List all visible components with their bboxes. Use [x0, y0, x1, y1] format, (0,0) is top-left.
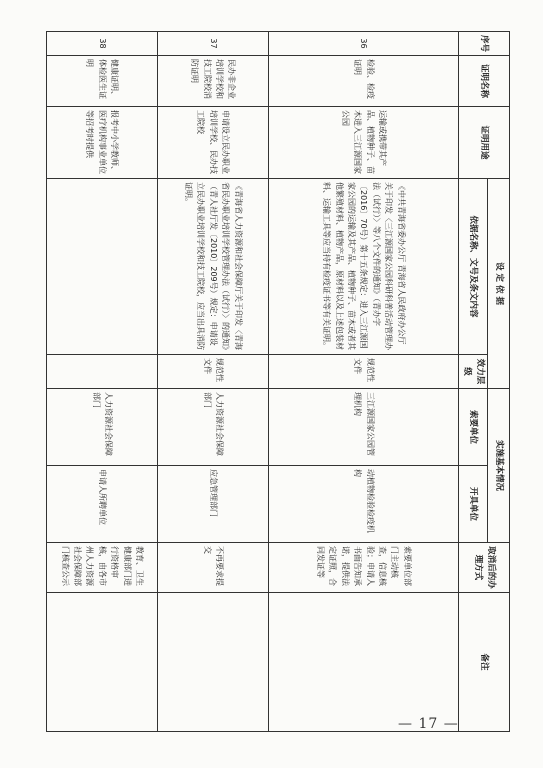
table-row: [46, 32, 157, 732]
row-remark: [46, 593, 157, 732]
table-row: [157, 32, 268, 732]
header-name: 证明名称: [458, 56, 509, 107]
header-seq: 序号: [458, 32, 509, 56]
row-basis: 《青海省人力资源和社会保障厅关于印发〈青海省民办职业培训学校管理办法（试行）〉的通知》（青人社厅发〔2010〕209号）规定：申请设立民办职业培训学校和技工院校，应当出具消防证明。: [157, 179, 268, 355]
row-after: 教育、卫生健康部门进行资格审核，由各市州人力资源社会保障部门核查公示: [46, 543, 157, 593]
row-seq: 38: [46, 32, 157, 56]
row-purpose: 运输或携带其产品、植物种子、苗木进入三江源国家公园: [268, 107, 458, 179]
row-issue-unit: 应急管理部门: [157, 466, 268, 543]
header-req-unit: 索要单位: [458, 389, 487, 466]
header-basis-name: 依据名称、文号及条文内容: [458, 179, 487, 355]
row-name: 检验、检疫证明: [268, 56, 458, 107]
row-level: 规范性文件: [268, 355, 458, 389]
header-row-1: [488, 32, 510, 732]
row-name: 民办非企业培训学校和技工院校消防证明: [157, 56, 268, 107]
table-row: [268, 32, 458, 732]
row-seq: 37: [157, 32, 268, 56]
row-req-unit: 人力资源社会保障部门: [46, 389, 157, 466]
row-issue-unit: 动植物检验检疫机构: [268, 466, 458, 543]
header-after: 取消后的办理方式: [458, 543, 509, 593]
certificate-table: [46, 31, 510, 732]
row-after: 索要单位部门主动核查，信息核验；申请人书面告知承诺，提供法定证照，合同发证等: [268, 543, 458, 593]
row-purpose: 申请设立民办职业培训学校、民办技工院校: [157, 107, 268, 179]
row-remark: [268, 593, 458, 732]
row-issue-unit: 申请人所聘单位: [46, 466, 157, 543]
header-remark: 备注: [458, 593, 509, 732]
row-seq: 36: [268, 32, 458, 56]
header-purpose: 证明用途: [458, 107, 509, 179]
row-level: [46, 355, 157, 389]
row-level: 规范性文件: [157, 355, 268, 389]
header-level: 效力层级: [458, 355, 487, 389]
row-req-unit: 三江源国家公园管理机构: [268, 389, 458, 466]
row-name: 健康证明、体检医生证明: [46, 56, 157, 107]
row-basis: [46, 179, 157, 355]
row-req-unit: 人力资源社会保障部门: [157, 389, 268, 466]
header-basis-group: 设 定 依 据: [488, 179, 510, 389]
row-purpose: 报考中小学教师、医疗机构事业单位等招考时提供: [46, 107, 157, 179]
row-remark: [157, 593, 268, 732]
row-after: 不再要求提交: [157, 543, 268, 593]
row-basis: 《中共青海省委办公厅 青海省人民政府办公厅关于印发〈三江源国家公园科研科普活动管理办法（试行）〉等八个文件的通知》（青办字〔2016〕70号）第十五条规定：进入三江源国家公园的运输及其产品、植物种子、苗木或者其他繁殖材料、植物产品，原材料以及上述包装材料、运输工具等应当持有检疫证书等有关证明。: [268, 179, 458, 355]
rotated-page: [60, 31, 510, 731]
header-issue-unit: 开具单位: [458, 466, 487, 543]
header-impl-group: 实施基本情况: [488, 389, 510, 543]
page-number: — 17 —: [398, 716, 459, 732]
